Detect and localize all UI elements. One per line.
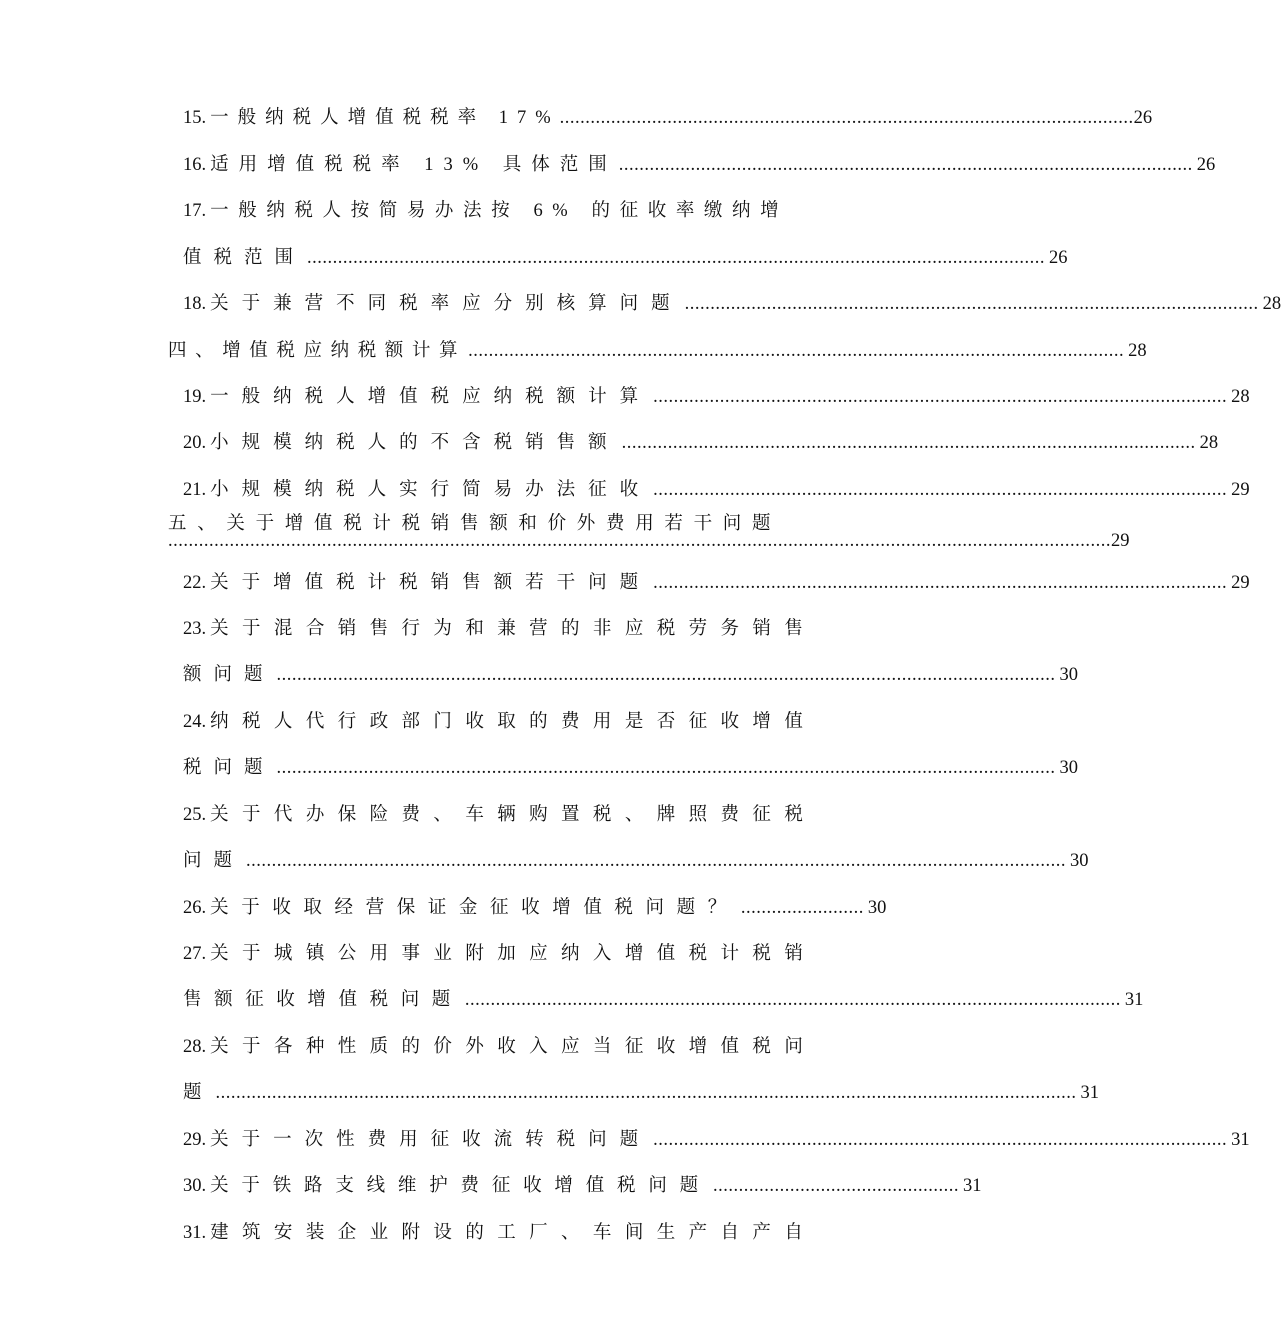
entry-number: 18.: [183, 294, 207, 314]
toc-section-continuation[interactable]: [168, 531, 1130, 561]
toc-entry-continuation[interactable]: [183, 243, 1068, 273]
entry-title: 关于收取经营保证金征收增值税问题？: [210, 898, 739, 918]
toc-entry[interactable]: [183, 1032, 817, 1062]
page-number: 29: [1231, 573, 1250, 593]
entry-title: 一般纳税人增值税应纳税额计算: [210, 387, 652, 407]
toc-entry[interactable]: [183, 1171, 982, 1201]
entry-number: 26.: [183, 898, 207, 918]
page-number: 29: [1111, 531, 1130, 551]
section-title: 五、关于增值税计税销售额和价外费用若干问题: [168, 514, 782, 534]
entry-title: 关于代办保险费、车辆购置税、牌照费征税: [210, 805, 817, 825]
page-number: 29: [1231, 480, 1250, 500]
dot-leader: ........................................................................................................................................................: [276, 758, 1056, 778]
page-number: 31: [962, 1176, 982, 1196]
entry-title: 值税范围: [183, 248, 306, 268]
entry-number: 21.: [183, 480, 207, 500]
entry-number: 23.: [183, 619, 207, 639]
dot-leader: ................................................................................................................: [684, 294, 1259, 314]
entry-title: 关于铁路支线维护费征收增值税问题: [210, 1176, 711, 1196]
dot-leader: ................................................................................................................: [653, 387, 1228, 407]
entry-number: 17.: [183, 201, 207, 221]
dot-leader: ........................: [740, 898, 864, 918]
toc-section[interactable]: [168, 336, 1147, 366]
entry-number: 19.: [183, 387, 207, 407]
entry-number: 27.: [183, 944, 207, 964]
page-number: 30: [1070, 851, 1089, 871]
entry-title: 关于兼营不同税率应分别核算问题: [210, 294, 683, 314]
page-number: 31: [1080, 1083, 1100, 1103]
entry-number: 25.: [183, 805, 207, 825]
dot-leader: ................................................................................................................................................................: [246, 851, 1067, 871]
toc-entry-continuation[interactable]: [183, 985, 1144, 1015]
toc-entry-continuation[interactable]: [183, 1078, 1100, 1108]
entry-title: 建筑安装企业附设的工厂、车间生产自产自: [210, 1223, 817, 1243]
toc-entry[interactable]: [183, 382, 1250, 412]
entry-number: 15.: [183, 108, 207, 128]
entry-title: 题: [183, 1083, 214, 1103]
toc-entry[interactable]: [183, 428, 1219, 458]
toc-entry-continuation[interactable]: [183, 753, 1079, 783]
entry-title: 小规模纳税人的不含税销售额: [210, 433, 620, 453]
entry-title: 小规模纳税人实行简易办法征收: [210, 480, 652, 500]
toc-entry[interactable]: [183, 196, 793, 226]
page-number: 30: [1059, 758, 1079, 778]
page-number: 30: [867, 898, 887, 918]
dot-leader: ........................................................................................................................................................................: [215, 1083, 1077, 1103]
entry-title: 售额征收增值税问题: [183, 990, 463, 1010]
entry-title: 一般纳税人增值税税率 17%: [210, 108, 560, 128]
dot-leader: ................................................: [712, 1176, 959, 1196]
dot-leader: ........................................................................................................................................................................................: [168, 531, 1111, 551]
toc-entry[interactable]: [183, 568, 1250, 598]
dot-leader: ................................................................................................................: [618, 155, 1193, 175]
dot-leader: ................................................................................................................: [653, 480, 1228, 500]
page-number: 31: [1124, 990, 1144, 1010]
toc-entry[interactable]: [183, 707, 817, 737]
entry-title: 关于增值税计税销售额若干问题: [210, 573, 652, 593]
page-number: 26: [1196, 155, 1216, 175]
toc-entry[interactable]: [183, 1125, 1250, 1155]
entry-title: 纳税人代行政部门收取的费用是否征收增值: [210, 712, 817, 732]
page-number: 26: [1133, 108, 1153, 128]
toc-entry[interactable]: [183, 614, 817, 644]
entry-number: 22.: [183, 573, 207, 593]
dot-leader: ........................................................................................................................................................: [276, 665, 1056, 685]
entry-title: 适用增值税税率 13% 具体范围: [210, 155, 617, 175]
entry-title: 关于混合销售行为和兼营的非应税劳务销售: [210, 619, 817, 639]
entry-title: 关于城镇公用事业附加应纳入增值税计税销: [210, 944, 817, 964]
dot-leader: ................................................................................................................................................: [307, 248, 1046, 268]
toc-entry[interactable]: [183, 289, 1281, 319]
page-number: 26: [1049, 248, 1068, 268]
entry-title: 关于一次性费用征收流转税问题: [210, 1130, 652, 1150]
entry-number: 30.: [183, 1176, 207, 1196]
toc-entry[interactable]: [183, 893, 887, 923]
dot-leader: ................................................................................................................: [621, 433, 1196, 453]
dot-leader: ................................................................................................................: [653, 1130, 1228, 1150]
entry-title: 一般纳税人按简易办法按 6% 的征收率缴纳增: [210, 201, 789, 221]
page-number: 28: [1128, 341, 1147, 361]
toc-entry-continuation[interactable]: [183, 846, 1089, 876]
entry-title: 关于各种性质的价外收入应当征收增值税问: [210, 1037, 817, 1057]
toc-entry[interactable]: [183, 103, 1153, 133]
entry-number: 28.: [183, 1037, 207, 1057]
page-number: 28: [1262, 294, 1281, 314]
entry-number: 24.: [183, 712, 207, 732]
entry-number: 31.: [183, 1223, 207, 1243]
toc-entry[interactable]: [183, 800, 817, 830]
toc-entry-continuation[interactable]: [183, 660, 1079, 690]
page-number: 31: [1231, 1130, 1250, 1150]
dot-leader: ................................................................................................................................: [468, 341, 1125, 361]
toc-entry[interactable]: [183, 475, 1250, 505]
dot-leader: ................................................................................................................................: [464, 990, 1121, 1010]
toc-entry[interactable]: [183, 1218, 817, 1248]
entry-title: 问题: [183, 851, 245, 871]
dot-leader: ................................................................................................................: [559, 108, 1134, 128]
entry-number: 20.: [183, 433, 207, 453]
entry-title: 税问题: [183, 758, 275, 778]
page-number: 30: [1059, 665, 1079, 685]
toc-entry[interactable]: [183, 939, 817, 969]
page-number: 28: [1199, 433, 1219, 453]
page-number: 28: [1231, 387, 1250, 407]
entry-title: 额问题: [183, 665, 275, 685]
section-title: 四、增值税应纳税额计算: [168, 341, 467, 361]
entry-number: 29.: [183, 1130, 207, 1150]
toc-entry[interactable]: [183, 150, 1216, 180]
dot-leader: ................................................................................................................: [653, 573, 1228, 593]
entry-number: 16.: [183, 155, 207, 175]
